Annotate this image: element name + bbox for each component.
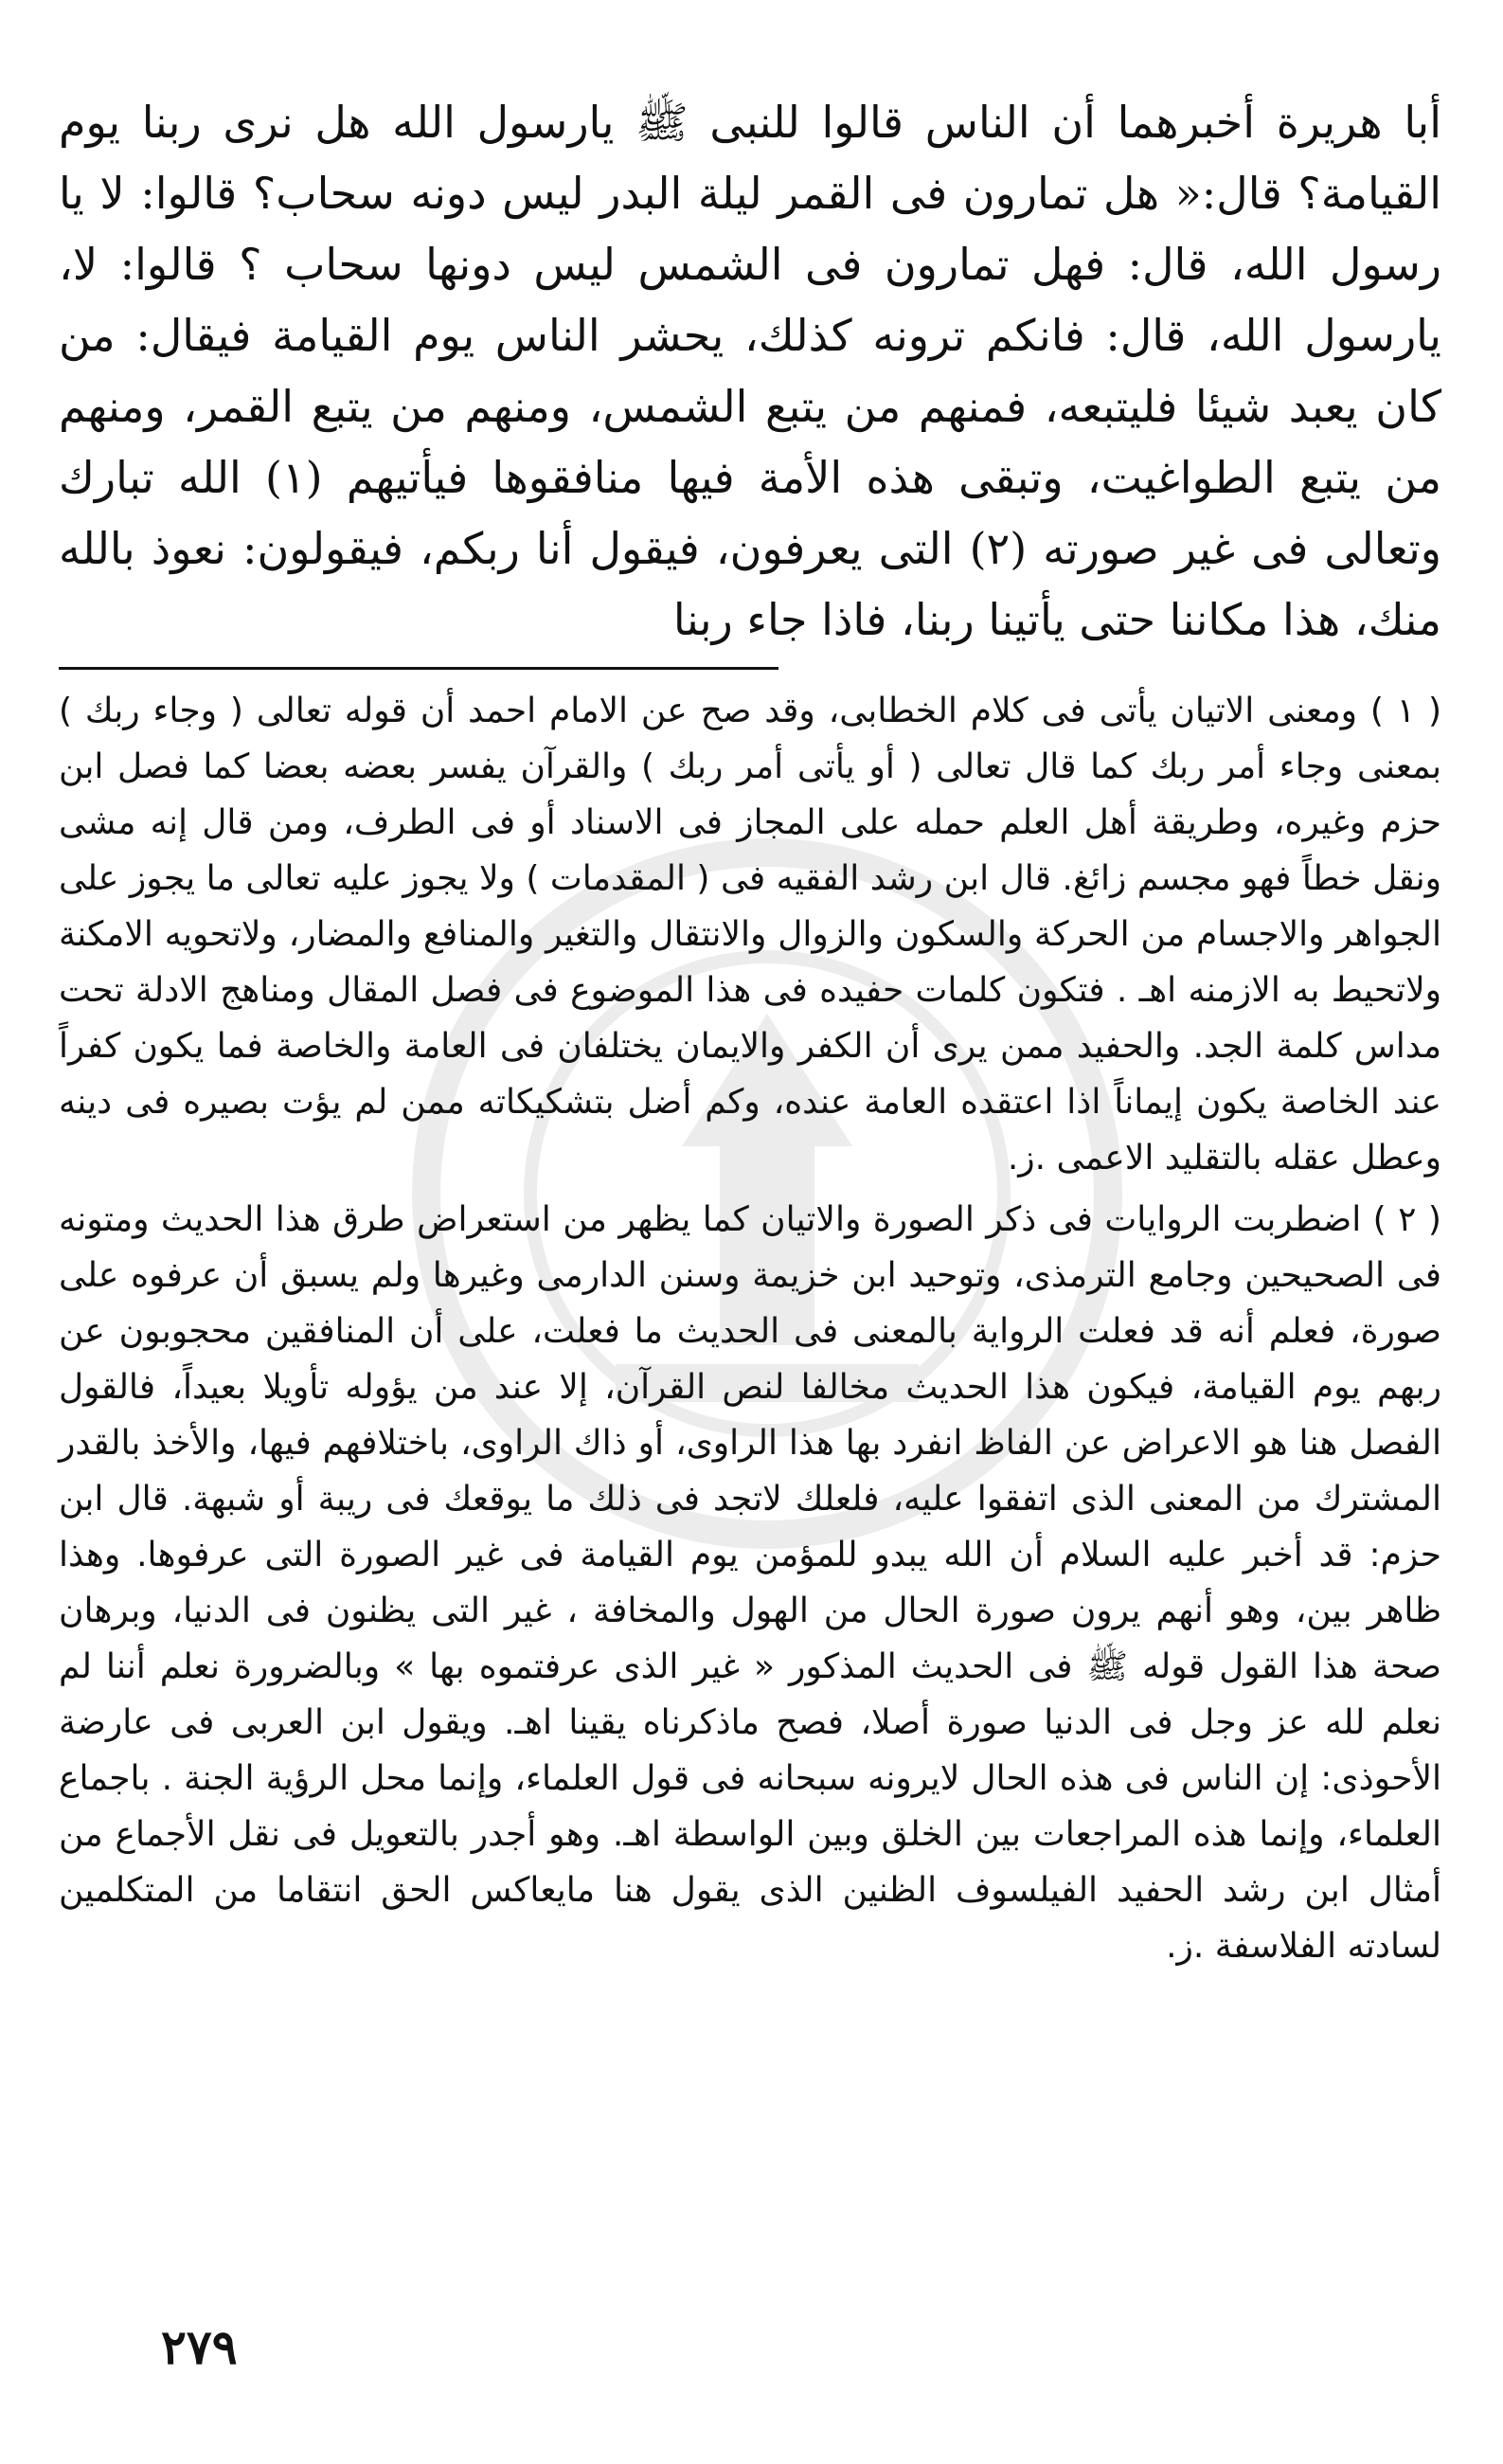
main-text: أبا هريرة أخبرهما أن الناس قالوا للنبى ﷺ يارسول الله هل نرى ربنا يوم القيامة؟ قال:« هل تمارون فى القمر ليلة البدر ليس دونه سحاب؟ قالوا: لا يا رسول الله، قال: فهل تمارون فى الشمس ليس دونها سحاب ؟ قالوا: لا، يارسول الله، قال: فانكم ترونه كذلك، يحشر الناس يوم القيامة فيقال: من كان يعبد شيئا فليتبعه، فمنهم من يتبع الشمس، ومنهم من يتبع القمر، ومنهم من يتبع الطواغيت، وتبقى هذه الأمة فيها منافقوها فيأتيهم (١) الله تبارك وتعالى فى غير صورته (٢) التى يعرفون، فيقول أنا ربكم، فيقولون: نعوذ بالله منك، هذا مكاننا حتى يأتينا ربنا، فاذا جاء ربنا <box>59 97 1441 645</box>
footnote-divider <box>59 667 778 670</box>
footnote-2: ( ٢ ) اضطربت الروايات فى ذكر الصورة والاتيان كما يظهر من استعراض طرق هذا الحديث ومتونه فى الصحيحين وجامع الترمذى، وتوحيد ابن خزيمة وسنن الدارمى وغيرها ولم يسبق أن عرفوه على صورة، فعلم أنه قد فعلت الرواية بالمعنى فى الحديث ما فعلت، على أن المنافقين محجوبون عن ربهم يوم القيامة، فيكون هذا الحديث مخالفا لنص القرآن، إلا عند من يؤوله تأويلا بعيداً، فالقول الفصل هنا هو الاعراض عن الفاظ انفرد بها هذا الراوى، أو ذاك الراوى، باختلافهم فيها، والأخذ بالقدر المشترك من المعنى الذى اتفقوا عليه، فلعلك لاتجد فى ذلك ما يوقعك فى ريبة أو شبهة. قال ابن حزم: قد أخبر عليه السلام أن الله يبدو للمؤمن يوم القيامة فى غير الصورة التى عرفوها. وهذا ظاهر بين، وهو أنهم يرون صورة الحال من الهول والمخافة ، غير التى يظنون فى الدنيا، وبرهان صحة هذا القول قوله ﷺ فى الحديث المذكور « غير الذى عرفتموه بها » وبالضرورة نعلم أننا لم نعلم لله عز وجل فى الدنيا صورة أصلا، فصح ماذكرناه يقينا اهـ. ويقول ابن العربى فى عارضة الأحوذى: إن الناس فى هذه الحال لايرونه سبحانه فى قول العلماء، وإنما محل الرؤية الجنة . باجماع العلماء، وإنما هذه المراجعات بين الخلق وبين الواسطة اهـ. وهو أجدر بالتعويل فى نقل الأجماع من أمثال ابن رشد الحفيد الفيلسوف الظنين الذى يقول هنا مايعاكس الحق انتقاما من المتكلمين لسادته الفلاسفة .ز. <box>59 1200 1441 1966</box>
footnote-1: ( ١ ) ومعنى الاتيان يأتى فى كلام الخطابى، وقد صح عن الامام احمد أن قوله تعالى ( وجاء ربك ) بمعنى وجاء أمر ربك كما قال تعالى ( أو يأتى أمر ربك ) والقرآن يفسر بعضه بعضا كما فصل ابن حزم وغيره، وطريقة أهل العلم حمله على المجاز فى الاسناد أو فى الطرف، ومن قال إنه مشى ونقل خطاً فهو مجسم زائغ. قال ابن رشد الفقيه فى ( المقدمات ) ولا يجوز عليه تعالى ما يجوز على الجواهر والاجسام من الحركة والسكون والزوال والانتقال والتغير والمنافع والمضار، ولاتحويه الامكنة ولاتحيط به الازمنه اهـ . فتكون كلمات حفيده فى هذا الموضوع فى فصل المقال ومناهج الادلة تحت مداس كلمة الجد. والحفيد ممن يرى أن الكفر والايمان يختلفان فى العامة والخاصة فما يكون كفراً عند الخاصة يكون إيماناً اذا اعتقده العامة عنده، وكم أضل بتشكيكاته ممن لم يؤت بصيره فى دينه وعطل عقله بالتقليد الاعمى .ز. <box>59 692 1441 1178</box>
page-content <box>59 87 1441 1980</box>
page-number: ٢٧٩ <box>161 2319 238 2375</box>
